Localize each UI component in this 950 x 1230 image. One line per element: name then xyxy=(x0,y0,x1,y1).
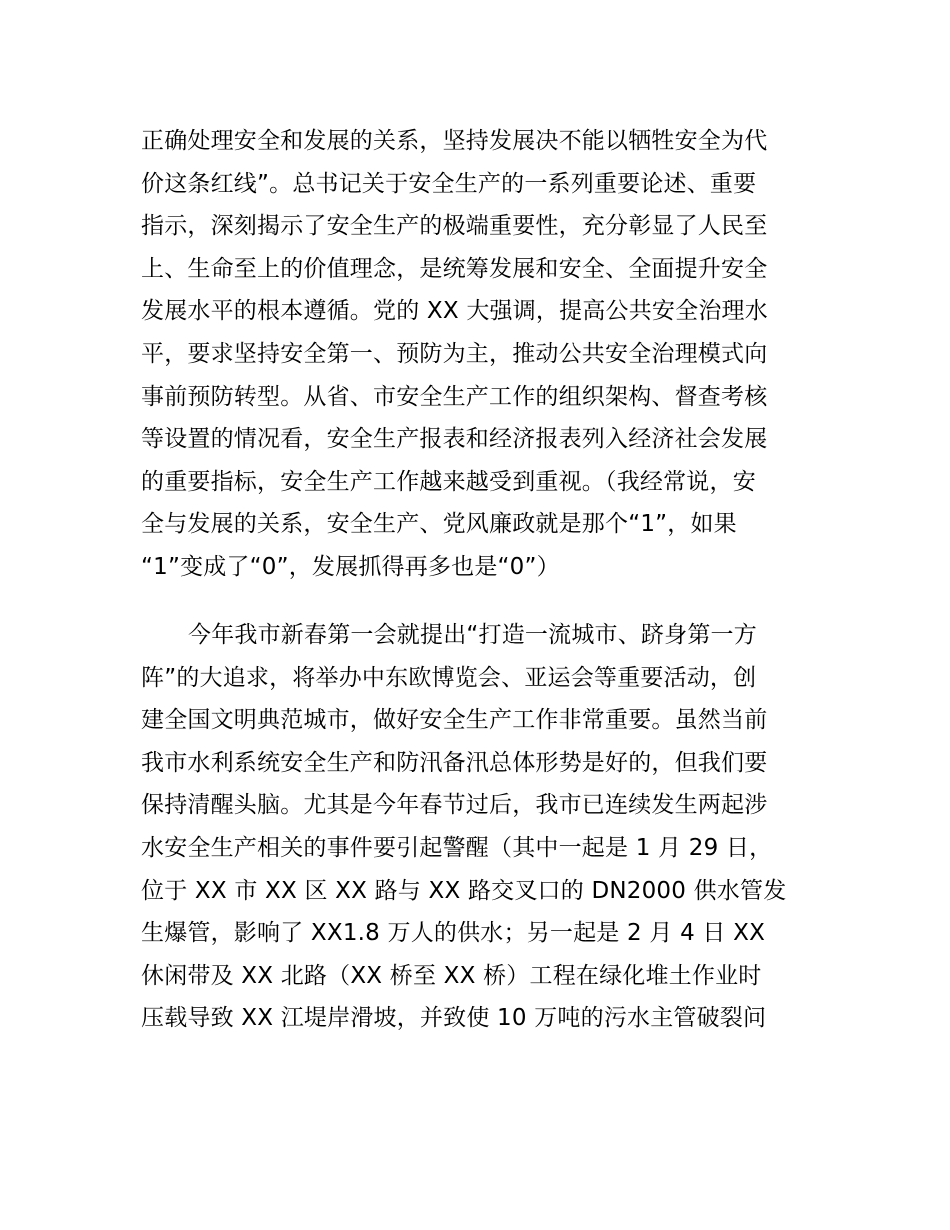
text-line: 平，要求坚持安全第一、预防为主，推动公共安全治理模式向 xyxy=(141,340,768,367)
text-line: 保持清醒头脑。尤其是今年春节过后，我市已连续发生两起涉 xyxy=(141,792,768,819)
paragraph-city-events xyxy=(141,614,821,1040)
text-line: 休闲带及 XX 北路（XX 桥至 XX 桥）工程在绿化堆土作业时 xyxy=(141,962,762,989)
text-line: 生爆管，影响了 XX1.8 万人的供水；另一起是 2 月 4 日 XX xyxy=(141,920,766,947)
text-line: 上、生命至上的价值理念，是统筹发展和安全、全面提升安全 xyxy=(141,255,768,282)
text-line: 压载导致 XX 江堤岸滑坡，并致使 10 万吨的污水主管破裂问 xyxy=(141,1005,767,1032)
text-line: 位于 XX 市 XX 区 XX 路与 XX 路交叉口的 DN2000 供水管发 xyxy=(141,877,787,904)
text-line: 事前预防转型。从省、市安全生产工作的组织架构、督查考核 xyxy=(141,383,768,410)
text-line: 全与发展的关系，安全生产、党风廉政就是那个“1”，如果 xyxy=(141,511,737,538)
paragraph-safety-development xyxy=(141,120,821,589)
text-line: 我市水利系统安全生产和防汛备汛总体形势是好的，但我们要 xyxy=(141,749,768,776)
text-line: 正确处理安全和发展的关系，坚持发展决不能以牺牲安全为代 xyxy=(141,128,768,154)
text-line: 的重要指标，安全生产工作越来越受到重视。（我经常说，安 xyxy=(141,468,756,495)
text-line: 价这条红线”。总书记关于安全生产的一系列重要论述、重要 xyxy=(141,170,757,197)
text-line: 阵”的大追求，将举办中东欧博览会、亚运会等重要活动，创 xyxy=(141,664,757,691)
text-line: 水安全生产相关的事件要引起警醒（其中一起是 1 月 29 日， xyxy=(141,834,773,861)
text-line: 等设置的情况看，安全生产报表和经济报表列入经济社会发展 xyxy=(141,426,768,453)
text-line: 指示，深刻揭示了安全生产的极端重要性，充分彰显了人民至 xyxy=(141,213,768,240)
text-line: 发展水平的根本遵循。党的 XX 大强调，提高公共安全治理水 xyxy=(141,298,768,325)
text-line: 建全国文明典范城市，做好安全生产工作非常重要。虽然当前 xyxy=(141,707,768,734)
text-line: “1”变成了“0”，发展抓得再多也是“0”） xyxy=(141,553,560,580)
text-line-first: 今年我市新春第一会就提出“打造一流城市、跻身第一方 xyxy=(188,622,757,648)
